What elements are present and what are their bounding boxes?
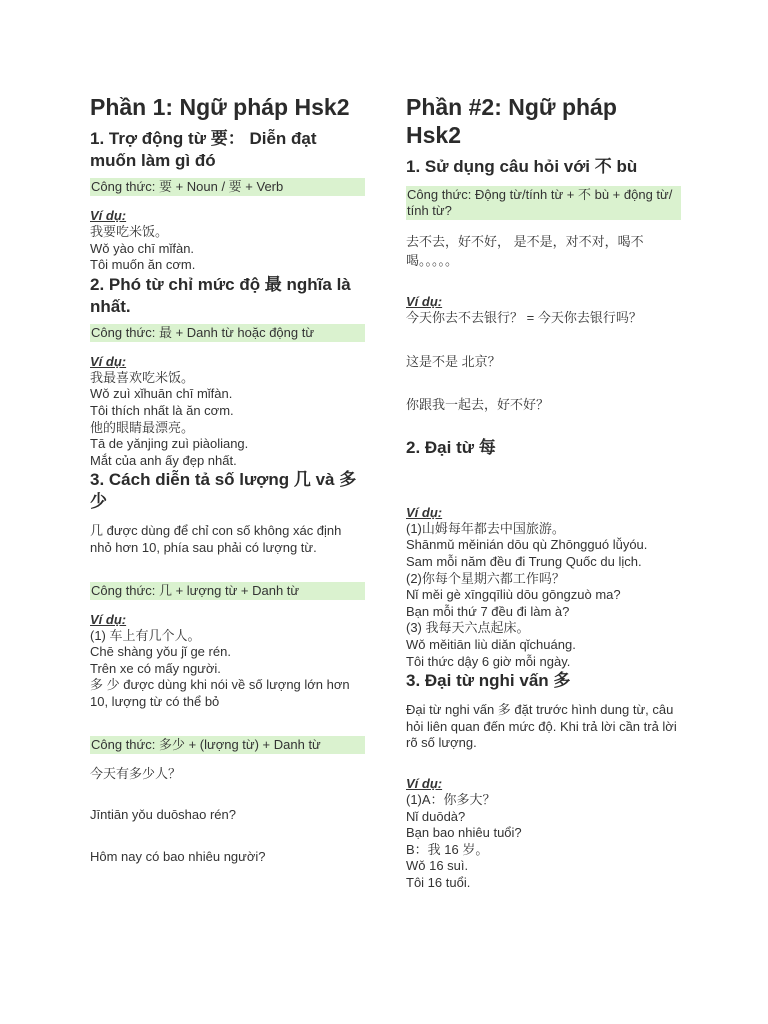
description-paragraph: Đại từ nghi vấn 多 đặt trước hình dung từ, câu hỏi liên quan đến mức độ. Khi trả lời cần trả lời rõ số lượng. — [406, 702, 677, 751]
example-line: Mắt của anh ấy đẹp nhất. — [90, 452, 237, 468]
formula-box: Công thức: Động từ/tính từ + 不 bù + động từ/ tính từ? — [406, 186, 681, 220]
formula-box: Công thức: 几 + lượng từ + Danh từ — [90, 582, 365, 600]
example-line: 我最喜欢吃米饭。 — [90, 369, 195, 385]
example-line: 今天有多少人？ — [90, 765, 182, 781]
example-paragraph: 去不去，好不好， 是不是，对不对，喝不喝。。。。。 — [406, 234, 644, 268]
example-line: (3) 我每天六点起床。 — [406, 620, 530, 636]
part2-title: Phần #2: Ngữ pháp Hsk2 — [406, 94, 617, 148]
example-line: Tôi thức dậy 6 giờ mỗi ngày. — [406, 653, 571, 669]
section-heading-cau-hoi-bu: 1. Sử dụng câu hỏi với 不 bù — [406, 157, 638, 176]
example-label: Ví dụ: — [90, 611, 127, 627]
example-line: 今天你去不去银行？ = 今天你去银行吗？ — [406, 310, 642, 325]
left-column — [90, 93, 365, 865]
description-paragraph: 多 少 được dùng khi nói về số lượng lớn hơn 10, lượng từ có thể bỏ — [90, 677, 350, 709]
example-line: (1)山姆每年都去中国旅游。 — [406, 520, 565, 536]
example-line: (1)A：你多大？ — [406, 791, 496, 807]
section-heading-dai-tu-duo: 3. Đại từ nghi vấn 多 — [406, 671, 571, 691]
example-label: Ví dụ: — [90, 208, 127, 223]
example-line: Chē shàng yǒu jǐ ge rén. — [90, 644, 231, 660]
formula-box: Công thức: 最 + Danh từ hoặc động từ — [90, 324, 365, 342]
example-line: Jīntiān yǒu duōshao rén? — [90, 807, 236, 823]
example-line: 我要吃米饭。 — [90, 224, 169, 239]
example-line: 他的眼睛最漂亮。 — [90, 419, 195, 435]
example-label: Ví dụ: — [90, 353, 127, 369]
example-line: Wǒ zuì xǐhuān chī mǐfàn. — [90, 386, 233, 402]
example-line: Trên xe có mấy người. — [90, 660, 221, 676]
example-line: 你跟我一起去，好不好？ — [406, 397, 550, 413]
example-line: Tôi thích nhất là ăn cơm. — [90, 402, 234, 418]
example-line: (1) 车上有几个人。 — [90, 627, 201, 643]
formula-box: Công thức: 多少 + (lượng từ) + Danh từ — [90, 736, 365, 754]
section-heading-so-luong: 3. Cách diễn tả số lượng 几 và 多少 — [90, 470, 357, 512]
example-line: Shānmǔ měinián dōu qù Zhōngguó lǚyóu. — [406, 537, 648, 553]
part1-title: Phần 1: Ngữ pháp Hsk2 — [90, 94, 350, 120]
formula-box: Công thức: 要 + Noun / 要 + Verb — [90, 178, 365, 196]
example-line: Wǒ yào chī mǐfàn. — [90, 240, 195, 256]
example-line: Hôm nay có bao nhiêu người? — [90, 848, 266, 864]
example-line: 这是不是 北京？ — [406, 353, 501, 369]
example-line: Tā de yǎnjing zuì piàoliang. — [90, 436, 249, 452]
example-line: Nǐ měi gè xīngqīliù dōu gōngzuò ma? — [406, 587, 621, 603]
example-label: Ví dụ: — [406, 504, 443, 520]
example-line: Wǒ 16 suì. — [406, 858, 469, 874]
section-heading-dai-tu-mei: 2. Đại từ 每 — [406, 437, 496, 457]
example-line: Nǐ duōdà? — [406, 808, 466, 824]
example-line: (2)你每个星期六都工作吗？ — [406, 570, 565, 586]
description-paragraph: 几 được dùng để chỉ con số không xác định nhỏ hơn 10, phía sau phải có lượng từ. — [90, 523, 342, 555]
example-line: Sam mỗi năm đều đi Trung Quốc du lịch. — [406, 553, 642, 569]
example-label: Ví dụ: — [406, 294, 443, 309]
example-line: Wǒ měitiān liù diǎn qǐchuáng. — [406, 636, 576, 652]
example-line: Tôi 16 tuổi. — [406, 874, 471, 890]
example-line: Tôi muốn ăn cơm. — [90, 257, 196, 273]
example-line: B：我 16 岁。 — [406, 841, 489, 857]
section-heading-tro-dong-tu: 1. Trợ động từ 要： Diễn đạt muốn làm gì đó — [90, 129, 317, 170]
right-column — [406, 93, 681, 891]
example-line: Bạn mỗi thứ 7 đều đi làm à? — [406, 603, 570, 619]
section-heading-pho-tu: 2. Phó từ chỉ mức độ 最 nghĩa là nhất. — [90, 274, 351, 316]
example-line: Bạn bao nhiêu tuổi? — [406, 825, 522, 841]
example-label: Ví dụ: — [406, 775, 443, 791]
